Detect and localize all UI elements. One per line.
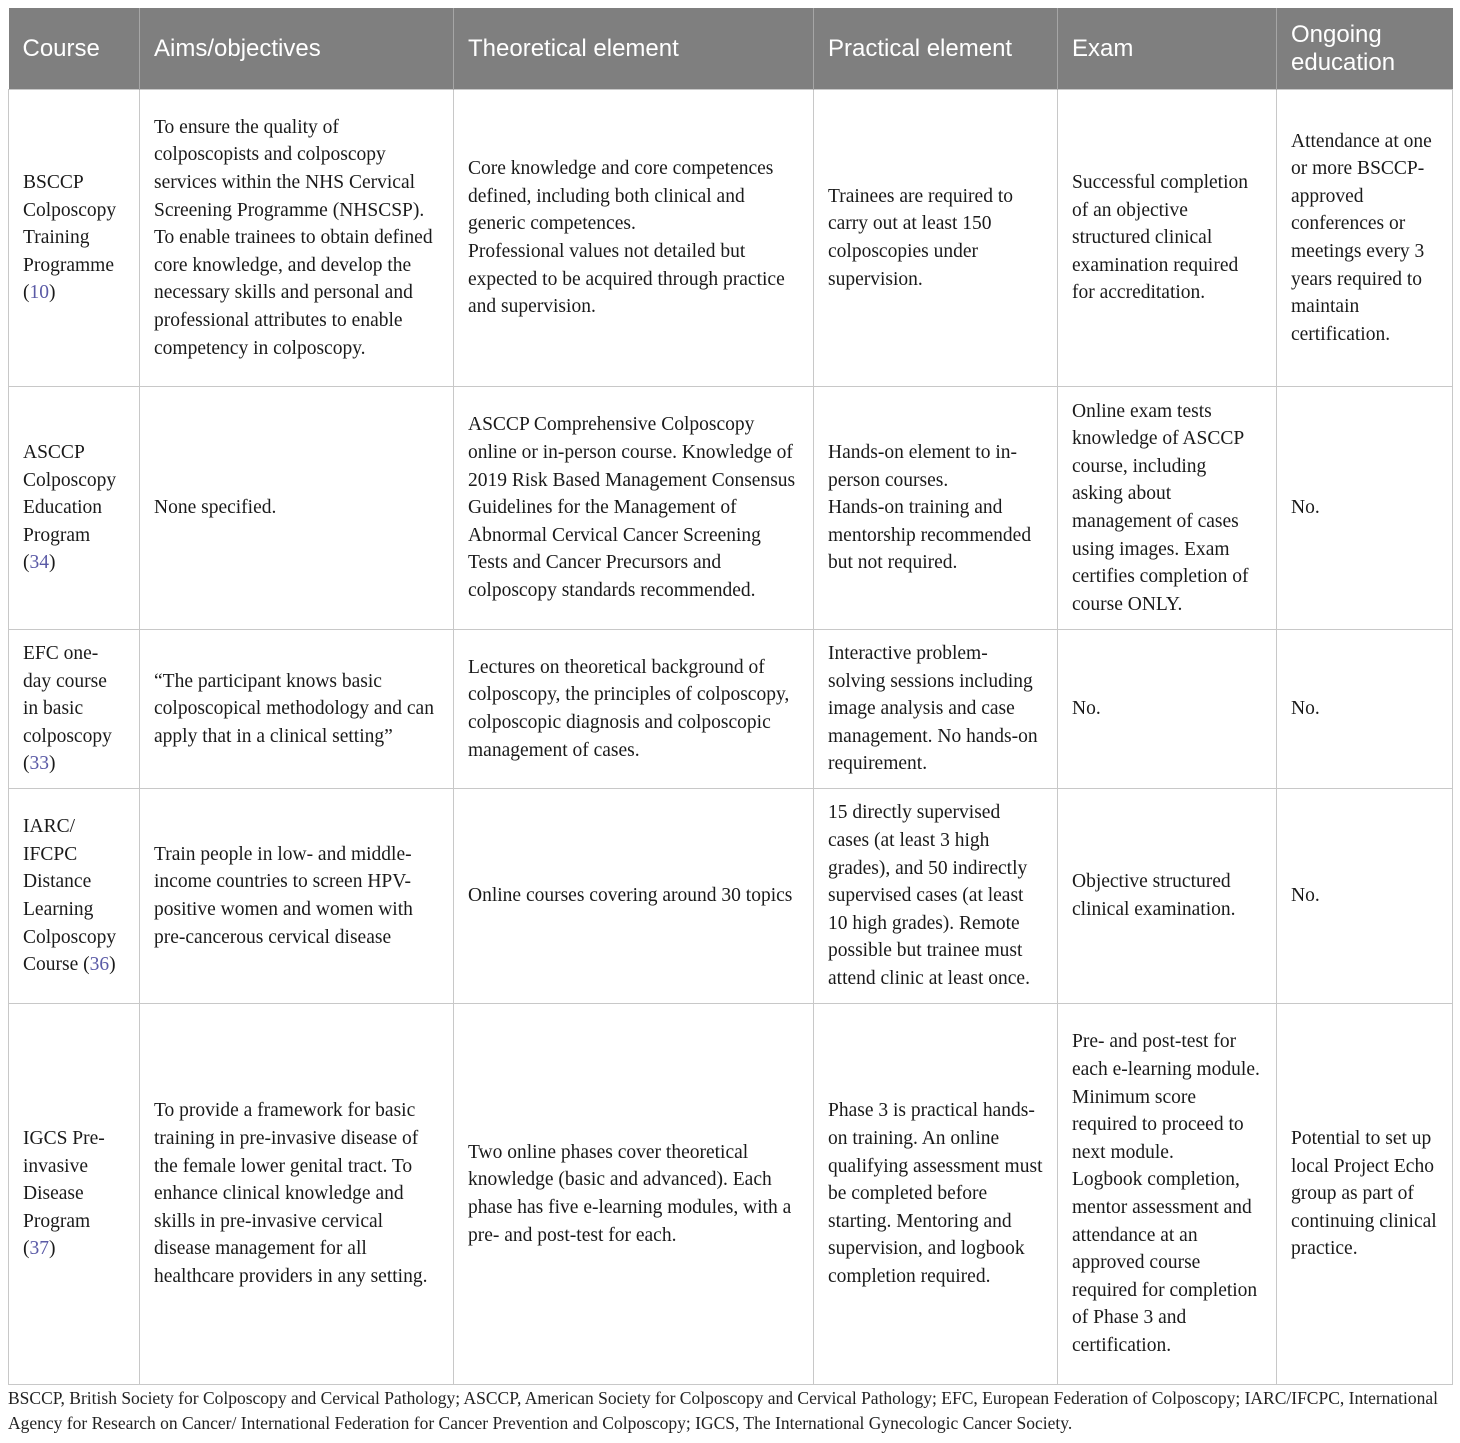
theoretical-cell: ASCCP Comprehensive Colposcopy online or in-person course. Knowledge of 2019 Risk Based Management Consensus Guidelines for the Management of Abnormal Cervical Cancer Screening Tests and Cancer Precursors and colposcopy standards recommended. bbox=[454, 387, 814, 630]
reference-link[interactable]: 37 bbox=[29, 1238, 49, 1260]
course-cell: EFC one-day course in basic colposcopy (33) bbox=[9, 630, 140, 789]
exam-cell: Pre- and post-test for each e-learning module. Minimum score required to proceed to next module. Logbook completion, mentor assessment and attendance at an approved course required for completion of Phase 3 and certification. bbox=[1058, 1004, 1277, 1385]
table-row bbox=[9, 90, 1453, 387]
ongoing-cell: No. bbox=[1277, 630, 1453, 789]
ongoing-cell: Attendance at one or more BSCCP-approved conferences or meetings every 3 years required to maintain certification. bbox=[1277, 90, 1453, 387]
ongoing-cell: No. bbox=[1277, 387, 1453, 630]
table-row bbox=[9, 1004, 1453, 1385]
table-row bbox=[9, 630, 1453, 789]
practical-cell: Interactive problem-solving sessions including image analysis and case management. No hands-on requirement. bbox=[814, 630, 1058, 789]
reference-link[interactable]: 10 bbox=[29, 282, 49, 304]
theoretical-cell: Two online phases cover theoretical knowledge (basic and advanced). Each phase has five e-learning modules, with a pre- and post-test for each. bbox=[454, 1004, 814, 1385]
practical-cell: Trainees are required to carry out at least 150 colposcopies under supervision. bbox=[814, 90, 1058, 387]
table-row bbox=[9, 387, 1453, 630]
reference-link[interactable]: 33 bbox=[29, 753, 49, 775]
header-aims: Aims/objectives bbox=[140, 8, 454, 90]
aims-cell: Train people in low- and middle-income countries to screen HPV-positive women and women with pre-cancerous cervical disease bbox=[140, 789, 454, 1004]
ongoing-cell: No. bbox=[1277, 789, 1453, 1004]
aims-cell: None specified. bbox=[140, 387, 454, 630]
courses-table-container bbox=[8, 8, 1452, 1385]
header-theoretical: Theoretical element bbox=[454, 8, 814, 90]
theoretical-cell: Online courses covering around 30 topics bbox=[454, 789, 814, 1004]
exam-cell: No. bbox=[1058, 630, 1277, 789]
aims-cell: “The participant knows basic colposcopical methodology and can apply that in a clinical setting” bbox=[140, 630, 454, 789]
course-cell: ASCCP Colposcopy Education Program (34) bbox=[9, 387, 140, 630]
course-name: IARC/ IFCPC Distance Learning Colposcopy Course bbox=[23, 816, 117, 976]
course-cell: BSCCP Colposcopy Training Programme (10) bbox=[9, 90, 140, 387]
reference-link[interactable]: 34 bbox=[29, 552, 49, 574]
course-name: BSCCP Colposcopy Training Programme bbox=[23, 172, 117, 276]
header-exam: Exam bbox=[1058, 8, 1277, 90]
course-cell: IARC/ IFCPC Distance Learning Colposcopy Course (36) bbox=[9, 789, 140, 1004]
header-practical: Practical element bbox=[814, 8, 1058, 90]
course-name: IGCS Pre-invasive Disease Program bbox=[23, 1128, 105, 1232]
theoretical-cell: Lectures on theoretical background of colposcopy, the principles of colposcopy, colposcopic diagnosis and colposcopic management of cases. bbox=[454, 630, 814, 789]
theoretical-cell: Core knowledge and core competences defined, including both clinical and generic competences. Professional values not detailed but expected to be acquired through practice and supervision. bbox=[454, 90, 814, 387]
practical-cell: Phase 3 is practical hands-on training. An online qualifying assessment must be completed before starting. Mentoring and supervision, and logbook completion required. bbox=[814, 1004, 1058, 1385]
aims-cell: To ensure the quality of colposcopists and colposcopy services within the NHS Cervical Screening Programme (NHSCSP). To enable trainees to obtain defined core knowledge, and develop the necessary skills and personal and professional attributes to enable competency in colposcopy. bbox=[140, 90, 454, 387]
course-name: ASCCP Colposcopy Education Program bbox=[23, 442, 117, 546]
course-name: EFC one-day course in basic colposcopy bbox=[23, 643, 112, 747]
courses-table bbox=[8, 8, 1453, 1385]
exam-cell: Successful completion of an objective structured clinical examination required for accreditation. bbox=[1058, 90, 1277, 387]
practical-cell: 15 directly supervised cases (at least 3 high grades), and 50 indirectly supervised cases (at least 10 high grades). Remote possible but trainee must attend clinic at least once. bbox=[814, 789, 1058, 1004]
header-ongoing: Ongoing education bbox=[1277, 8, 1453, 90]
header-row bbox=[9, 8, 1453, 90]
table-row bbox=[9, 789, 1453, 1004]
exam-cell: Online exam tests knowledge of ASCCP course, including asking about management of cases using images. Exam certifies completion of course ONLY. bbox=[1058, 387, 1277, 630]
aims-cell: To provide a framework for basic training in pre-invasive disease of the female lower genital tract. To enhance clinical knowledge and skills in pre-invasive cervical disease management for all healthcare providers in any setting. bbox=[140, 1004, 454, 1385]
course-cell: IGCS Pre-invasive Disease Program (37) bbox=[9, 1004, 140, 1385]
header-course: Course bbox=[9, 8, 140, 90]
practical-cell: Hands-on element to in-person courses. Hands-on training and mentorship recommended but not required. bbox=[814, 387, 1058, 630]
exam-cell: Objective structured clinical examination. bbox=[1058, 789, 1277, 1004]
reference-link[interactable]: 36 bbox=[89, 954, 110, 976]
ongoing-cell: Potential to set up local Project Echo group as part of continuing clinical practice. bbox=[1277, 1004, 1453, 1385]
table-footnote: BSCCP, British Society for Colposcopy and Cervical Pathology; ASCCP, American Society for Colposcopy and Cervical Pathology; EFC, European Federation of Colposcopy; IARC/IFCPC, International Agency for Research on Cancer/ International Federation for Cancer Prevention and Colposcopy; IGCS, The International Gynecologic Cancer Society. bbox=[8, 1388, 1439, 1433]
